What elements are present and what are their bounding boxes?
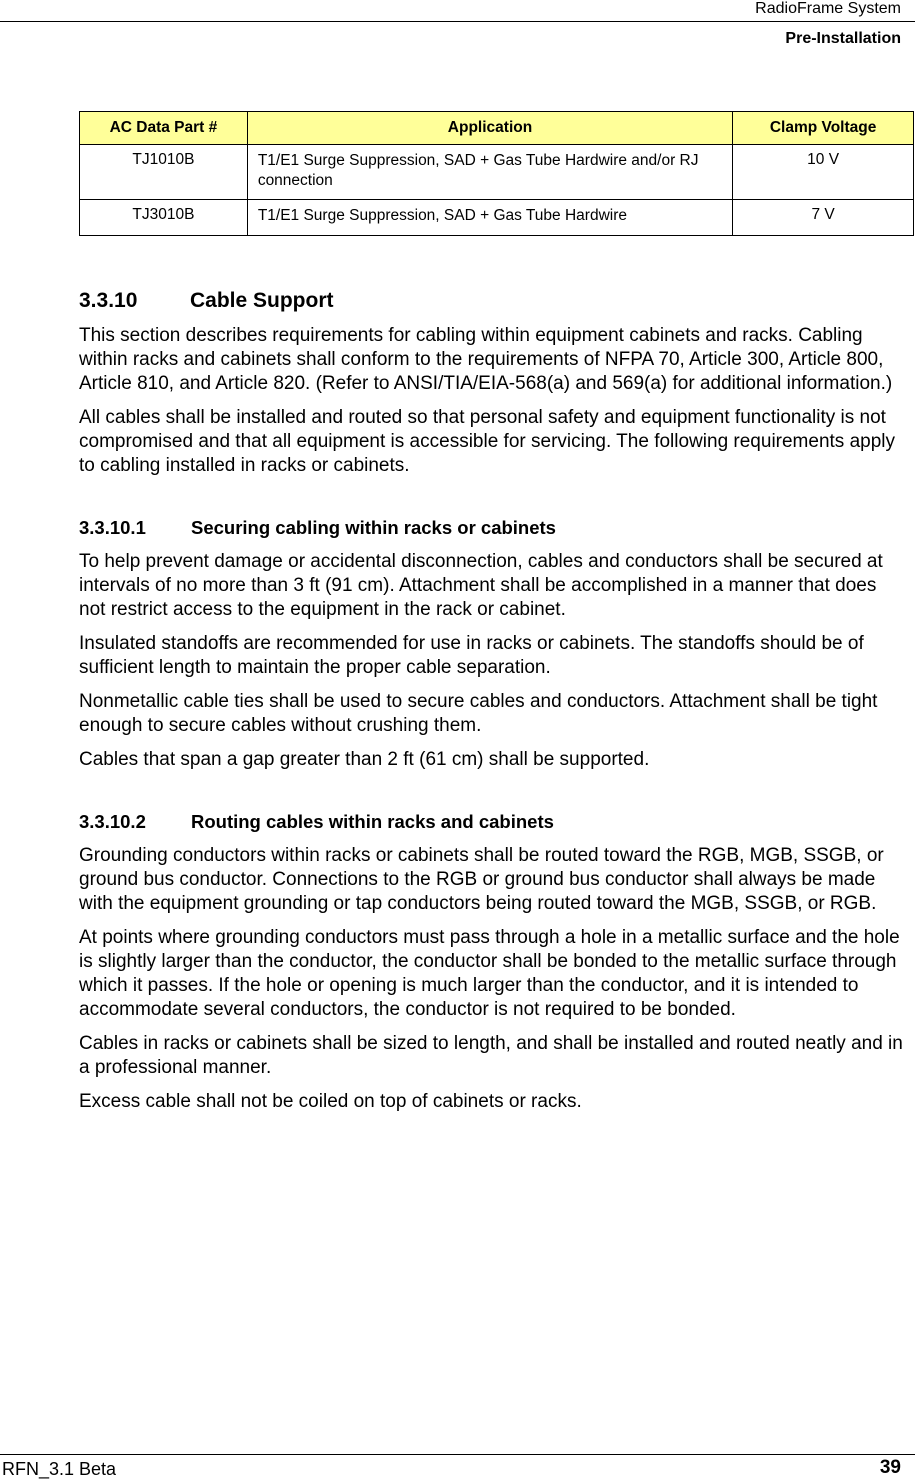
section-heading <box>79 286 907 316</box>
table-header-row <box>80 112 914 145</box>
paragraph: At points where grounding conductors must pass through a hole in a metallic surface and the hole is slightly larger than the conductor, the conductor shall be bonded to the metallic surface through which it passes. If the hole or opening is much larger than the conductor, and it is intended to accommodate several conductors, the conductor is not required to be bonded. <box>79 927 900 1020</box>
footer-doc-id: RFN_3.1 Beta <box>2 1459 117 1479</box>
paragraph: Grounding conductors within racks or cabinets shall be routed toward the RGB, MGB, SSGB, or ground bus conductor. Connections to the RGB or ground bus conductor shall always be made with the equipment grounding or tap conductors being routed toward the MGB, SSGB, or RGB. <box>79 845 884 914</box>
table-header-clamp-voltage: Clamp Voltage <box>733 112 914 145</box>
footer-rule <box>0 1454 915 1455</box>
table-header-application: Application <box>247 112 732 145</box>
document-body <box>79 286 907 1124</box>
header-rule <box>0 21 915 22</box>
header-title: RadioFrame System <box>755 0 901 17</box>
paragraph: This section describes requirements for cabling within equipment cabinets and racks. Cabling within racks and cabinets shall conform to the requirements of NFPA 70, Article 300, Article 800, Article 810, and Article 820. (Refer to ANSI/TIA/EIA-568(a) and 569(a) for additional information.) <box>79 325 893 394</box>
section-number: 3.3.10 <box>79 289 138 312</box>
table-cell-application: T1/E1 Surge Suppression, SAD + Gas Tube Hardwire and/or RJ connection <box>247 145 732 200</box>
table-cell-clamp-voltage: 7 V <box>733 200 914 236</box>
subsection-heading <box>79 808 907 836</box>
paragraph: Cables in racks or cabinets shall be sized to length, and shall be installed and routed neatly and in a professional manner. <box>79 1033 903 1078</box>
table-cell-part: TJ1010B <box>80 145 248 200</box>
table-cell-clamp-voltage: 10 V <box>733 145 914 200</box>
table-cell-part: TJ3010B <box>80 200 248 236</box>
paragraph: To help prevent damage or accidental disconnection, cables and conductors shall be secured at intervals of no more than 3 ft (91 cm). Attachment shall be accomplished in a manner that does not restrict access to the equipment in the rack or cabinet. <box>79 551 883 620</box>
ac-data-table <box>79 111 914 236</box>
paragraph: Cables that span a gap greater than 2 ft (61 cm) shall be supported. <box>79 749 650 770</box>
subsection-heading <box>79 514 907 542</box>
header-section: Pre-Installation <box>785 30 901 47</box>
table-row <box>80 145 914 200</box>
subsection-title: Routing cables within racks and cabinets <box>191 811 554 832</box>
table-cell-application: T1/E1 Surge Suppression, SAD + Gas Tube Hardwire <box>247 200 732 236</box>
paragraph: All cables shall be installed and routed so that personal safety and equipment functionality is not compromised and that all equipment is accessible for servicing. The following requirements apply to cabling installed in racks or cabinets. <box>79 407 895 476</box>
section-title: Cable Support <box>190 289 334 312</box>
paragraph: Nonmetallic cable ties shall be used to secure cables and conductors. Attachment shall be tight enough to secure cables without crushing them. <box>79 691 878 736</box>
subsection-number: 3.3.10.1 <box>79 517 146 538</box>
subsection-number: 3.3.10.2 <box>79 811 146 832</box>
footer-page-number: 39 <box>879 1457 901 1478</box>
paragraph: Insulated standoffs are recommended for use in racks or cabinets. The standoffs should be of sufficient length to maintain the proper cable separation. <box>79 633 864 678</box>
paragraph: Excess cable shall not be coiled on top of cabinets or racks. <box>79 1091 582 1112</box>
table-header-part: AC Data Part # <box>80 112 248 145</box>
subsection-title: Securing cabling within racks or cabinets <box>191 517 556 538</box>
table-row <box>80 200 914 236</box>
